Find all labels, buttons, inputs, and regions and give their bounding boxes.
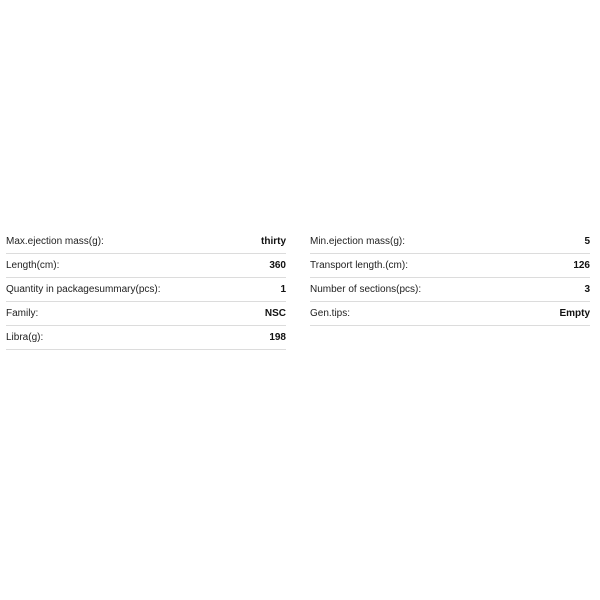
spec-label: Libra(g): [6,332,44,343]
spec-value: thirty [261,236,286,247]
spec-value: 1 [280,284,286,295]
spec-value: 126 [573,260,590,271]
spec-row-number-of-sections [310,278,590,302]
spec-label: Max.ejection mass(g): [6,236,104,247]
spec-value: NSC [264,308,286,319]
spec-label: Gen.tips: [310,308,351,319]
spec-value: 3 [584,284,590,295]
specs-table [6,230,590,350]
spec-label: Quantity in packagesummary(pcs): [6,284,161,295]
spec-label: Number of sections(pcs): [310,284,422,295]
specs-column-right [310,230,590,350]
spec-row-gen-tips [310,302,590,326]
spec-row-length [6,254,286,278]
spec-label: Family: [6,308,39,319]
spec-row-min-ejection-mass [310,230,590,254]
spec-label: Length(cm): [6,260,60,271]
spec-value: 360 [269,260,286,271]
spec-value: Empty [559,308,590,319]
spec-label: Transport length.(cm): [310,260,408,271]
spec-value: 5 [584,236,590,247]
spec-row-max-ejection-mass [6,230,286,254]
spec-row-transport-length [310,254,590,278]
specs-column-left [6,230,286,350]
spec-label: Min.ejection mass(g): [310,236,406,247]
spec-row-quantity-in-package [6,278,286,302]
spec-row-family [6,302,286,326]
spec-value: 198 [269,332,286,343]
spec-row-libra [6,326,286,350]
